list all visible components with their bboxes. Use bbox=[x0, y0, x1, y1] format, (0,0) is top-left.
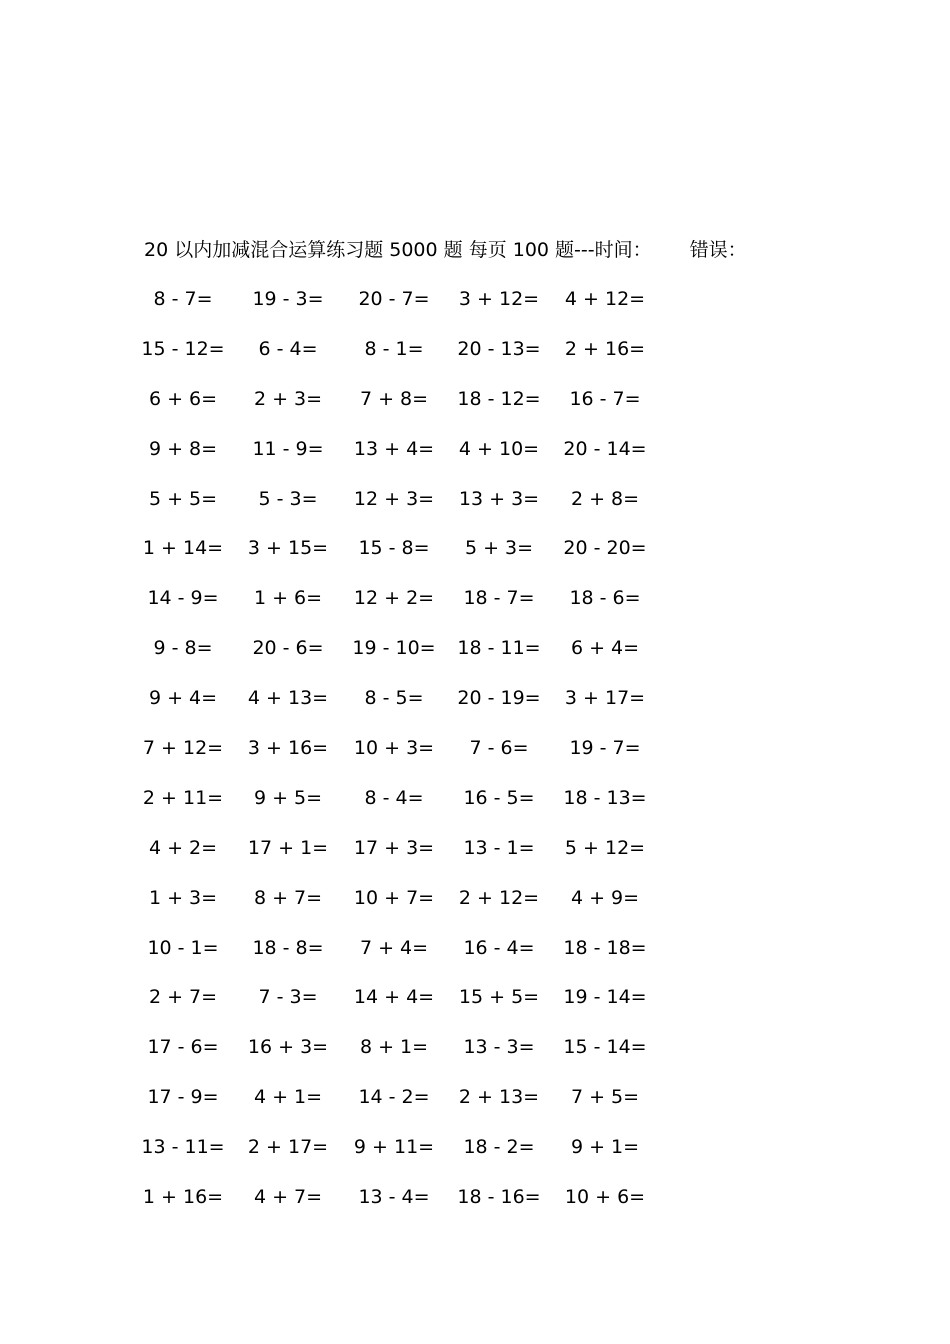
math-problem: 9 + 4= bbox=[148, 687, 218, 710]
math-problem: 13 + 3= bbox=[458, 487, 540, 510]
math-problem: 10 + 6= bbox=[564, 1186, 646, 1209]
math-problem: 19 - 7= bbox=[569, 737, 641, 760]
math-problem: 14 - 2= bbox=[358, 1086, 430, 1109]
math-problem: 9 - 8= bbox=[153, 637, 213, 660]
math-problem: 8 - 5= bbox=[364, 687, 424, 710]
math-problem: 5 - 3= bbox=[258, 487, 318, 510]
math-problem: 2 + 17= bbox=[247, 1136, 329, 1159]
math-problem: 15 - 12= bbox=[141, 337, 225, 360]
math-problem: 6 - 4= bbox=[258, 337, 318, 360]
math-problem: 16 - 5= bbox=[463, 786, 535, 809]
math-problem: 16 + 3= bbox=[247, 1036, 329, 1059]
math-problem: 14 - 9= bbox=[147, 587, 219, 610]
worksheet-header bbox=[144, 237, 747, 263]
math-problem: 10 + 3= bbox=[353, 737, 435, 760]
math-problem: 18 - 12= bbox=[457, 387, 541, 410]
math-problem: 8 - 7= bbox=[153, 288, 213, 310]
math-problem: 7 - 6= bbox=[469, 737, 529, 760]
math-problem: 16 - 4= bbox=[463, 936, 535, 959]
math-problem: 10 - 1= bbox=[147, 936, 219, 959]
math-problem: 9 + 11= bbox=[353, 1136, 435, 1159]
math-problem: 8 - 4= bbox=[364, 786, 424, 809]
math-problem: 13 - 3= bbox=[463, 1036, 535, 1059]
math-problem: 18 - 11= bbox=[457, 637, 541, 660]
math-problem: 7 + 8= bbox=[359, 387, 429, 410]
worksheet-title: 20 以内加减混合运算练习题 5000 题 每页 100 题---时间： bbox=[144, 239, 652, 261]
math-problem: 17 - 6= bbox=[147, 1036, 219, 1059]
math-problem: 20 - 20= bbox=[563, 537, 647, 560]
math-problem: 20 - 13= bbox=[457, 337, 541, 360]
math-problem: 13 - 11= bbox=[141, 1136, 225, 1159]
math-problem: 2 + 11= bbox=[142, 786, 224, 809]
math-problem: 18 - 8= bbox=[252, 936, 324, 959]
math-problem: 9 + 1= bbox=[570, 1136, 640, 1159]
math-problem: 1 + 16= bbox=[142, 1186, 224, 1209]
math-problem: 14 + 4= bbox=[353, 986, 435, 1009]
math-problem: 8 + 1= bbox=[359, 1036, 429, 1059]
math-problem: 2 + 13= bbox=[458, 1086, 540, 1109]
math-problem: 4 + 1= bbox=[253, 1086, 323, 1109]
math-problem: 20 - 19= bbox=[457, 687, 541, 710]
math-problem: 2 + 12= bbox=[458, 886, 540, 909]
math-problem: 9 + 8= bbox=[148, 437, 218, 460]
math-problem: 18 - 16= bbox=[457, 1186, 541, 1209]
math-problem: 11 - 9= bbox=[252, 437, 324, 460]
math-problem: 9 + 5= bbox=[253, 786, 323, 809]
math-problem: 3 + 15= bbox=[247, 537, 329, 560]
math-problem: 3 + 12= bbox=[458, 288, 540, 310]
math-problem: 12 + 3= bbox=[353, 487, 435, 510]
math-problem: 2 + 8= bbox=[570, 487, 640, 510]
math-problem: 19 - 10= bbox=[352, 637, 436, 660]
math-problem: 19 - 14= bbox=[563, 986, 647, 1009]
math-problem: 7 + 12= bbox=[142, 737, 224, 760]
math-problem: 4 + 10= bbox=[458, 437, 540, 460]
math-problem: 1 + 3= bbox=[148, 886, 218, 909]
math-problem: 4 + 12= bbox=[564, 288, 646, 310]
math-problem: 18 - 18= bbox=[563, 936, 647, 959]
math-problem: 7 - 3= bbox=[258, 986, 318, 1009]
math-problem: 13 + 4= bbox=[353, 437, 435, 460]
math-problem: 5 + 5= bbox=[148, 487, 218, 510]
math-problem: 8 + 7= bbox=[253, 886, 323, 909]
math-problem: 1 + 14= bbox=[142, 537, 224, 560]
math-problem: 7 + 5= bbox=[570, 1086, 640, 1109]
math-problem: 12 + 2= bbox=[353, 587, 435, 610]
math-problem: 4 + 7= bbox=[253, 1186, 323, 1209]
math-problem: 17 + 3= bbox=[353, 836, 435, 859]
math-problem: 4 + 9= bbox=[570, 886, 640, 909]
math-problem: 15 + 5= bbox=[458, 986, 540, 1009]
math-problem: 2 + 16= bbox=[564, 337, 646, 360]
math-problem: 3 + 17= bbox=[564, 687, 646, 710]
math-problem: 5 + 12= bbox=[564, 836, 646, 859]
math-problem: 6 + 4= bbox=[570, 637, 640, 660]
math-problem: 18 - 6= bbox=[569, 587, 641, 610]
math-problem: 19 - 3= bbox=[252, 288, 324, 310]
math-problem: 2 + 7= bbox=[148, 986, 218, 1009]
math-problem: 17 + 1= bbox=[247, 836, 329, 859]
math-problem: 20 - 7= bbox=[358, 288, 430, 310]
math-problem: 15 - 8= bbox=[358, 537, 430, 560]
math-problem: 2 + 3= bbox=[253, 387, 323, 410]
math-problem: 13 - 1= bbox=[463, 836, 535, 859]
math-problem: 16 - 7= bbox=[569, 387, 641, 410]
math-problem: 3 + 16= bbox=[247, 737, 329, 760]
math-problem: 4 + 13= bbox=[247, 687, 329, 710]
math-problem: 8 - 1= bbox=[364, 337, 424, 360]
math-problem: 20 - 6= bbox=[252, 637, 324, 660]
math-problem: 13 - 4= bbox=[358, 1186, 430, 1209]
math-problem: 4 + 2= bbox=[148, 836, 218, 859]
math-problem: 20 - 14= bbox=[563, 437, 647, 460]
math-problem: 17 - 9= bbox=[147, 1086, 219, 1109]
math-problem: 18 - 7= bbox=[463, 587, 535, 610]
math-problem: 15 - 14= bbox=[563, 1036, 647, 1059]
math-problem: 18 - 13= bbox=[563, 786, 647, 809]
math-problem: 5 + 3= bbox=[464, 537, 534, 560]
error-label: 错误： bbox=[689, 239, 747, 261]
math-problem: 6 + 6= bbox=[148, 387, 218, 410]
math-problem: 10 + 7= bbox=[353, 886, 435, 909]
math-problem: 18 - 2= bbox=[463, 1136, 535, 1159]
math-problem: 1 + 6= bbox=[253, 587, 323, 610]
math-problem: 7 + 4= bbox=[359, 936, 429, 959]
